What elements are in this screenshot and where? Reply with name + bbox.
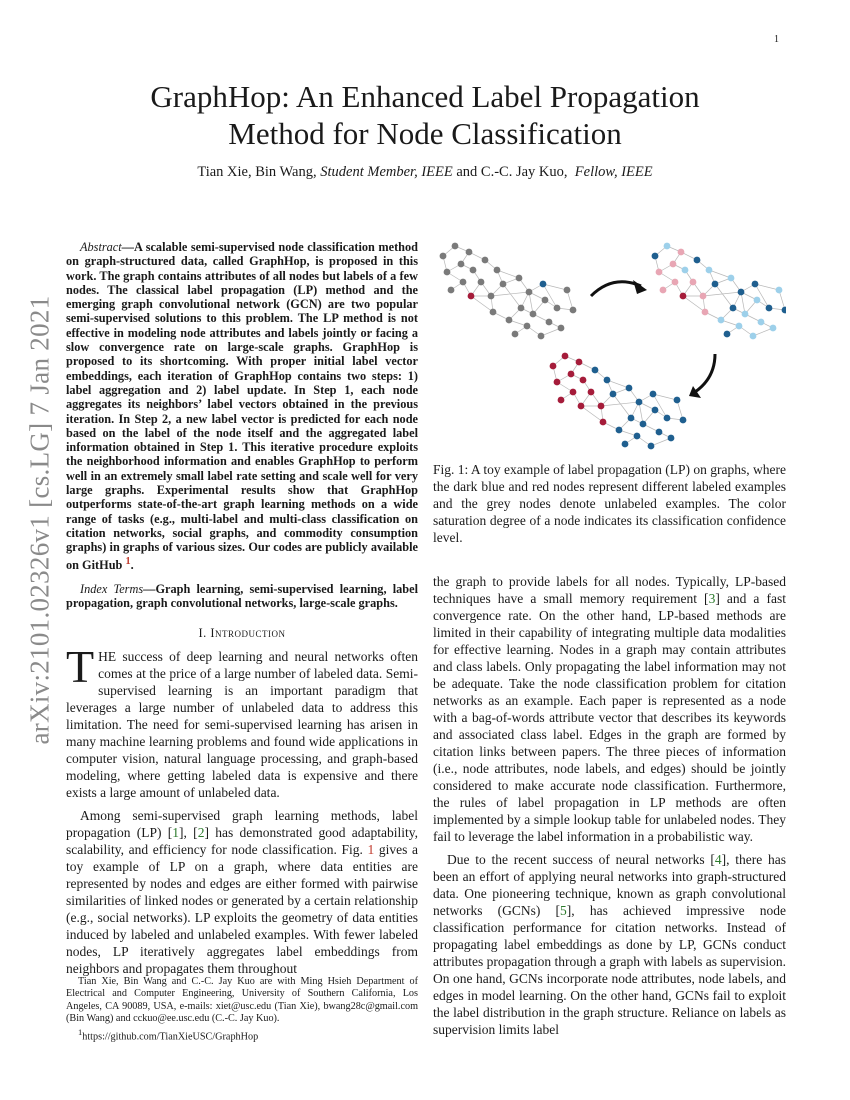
footnote-1-mark: 1: [78, 1026, 83, 1037]
graph-node: [664, 243, 671, 250]
graph-node: [652, 407, 659, 414]
graph-node: [678, 249, 685, 256]
p2-text-c: ] has demonstrated good adaptability, scalability, and efficiency for node classification. Fig.: [66, 824, 418, 857]
abstract: [66, 240, 418, 572]
graph-node: [656, 429, 663, 436]
graph-node: [754, 297, 761, 304]
right-paragraph-1: [433, 573, 786, 845]
p2-text-a: Among semi-supervised graph learning methods, label propagation (LP) [: [66, 807, 418, 840]
graph-stage-partial: [652, 243, 786, 340]
index-terms-label: Index Terms: [80, 581, 144, 596]
graph-node: [466, 249, 473, 256]
graph-edge: [755, 284, 779, 290]
graph-node: [616, 427, 623, 434]
graph-node: [736, 323, 743, 330]
page-number: 1: [774, 34, 779, 45]
rp1-text-b: ] and a fast convergence rate. On the other hand, LP-based methods are limited in their capability of integrating multiple data modalities for effective learning. Nodes in a graph may contain attributes and class labels. Only propagating the label information may not be adequate. Take the node classification problem for citation networks as an example. Each paper is represented as a node with a bag-of-words attribute vector that describes its keywords and associated class label. Edges in the graph are formed by citation links between papers. The three pieces of information (i.e., node attributes, node labels, and edges) should be jointly considered to make accurate node classification. Furthermore, the rules of label propagation in LP methods are often implemented by a simple lookup table for unlabeled nodes. They fail to leverage the label information in a probabilistic way.: [433, 591, 786, 844]
graph-node: [636, 399, 643, 406]
graph-node: [758, 319, 765, 326]
arxiv-identifier: arXiv:2101.02326v1 [cs.LG] 7 Jan 2021: [24, 295, 55, 745]
graph-edge: [503, 284, 521, 308]
graph-node: [628, 415, 635, 422]
graph-node: [478, 279, 485, 286]
graph-node: [468, 293, 475, 300]
rp2-text-b: ], there has been an effort of applying neural networks into graph-structured data. One pioneering technique, known as graph convolutional networks (GCNs) [: [433, 852, 786, 918]
right-column: [433, 573, 786, 1038]
graph-edge: [715, 284, 733, 308]
graph-node: [448, 287, 455, 294]
index-terms: [66, 582, 418, 611]
rp2-text-c: ], has achieved impressive node classification performance for citation networks. Instead of propagating label embeddings as done by LP, GCNs conduct attributes propagation through a graph with labels as supervision. On one hand, GCNs incorporate node attributes, node labels, and edges in model learning. On the other hand, GCNs fail to exploit the label distribution in the graph structure. Reliance on labels as supervision limits label: [433, 903, 786, 1037]
author-line: [100, 164, 750, 181]
graph-node: [440, 253, 447, 260]
graph-node: [770, 325, 777, 332]
graph-node: [694, 257, 701, 264]
citation-4[interactable]: 4: [714, 852, 722, 867]
graph-node: [634, 433, 641, 440]
graph-node: [452, 243, 459, 250]
graph-edge: [703, 292, 741, 296]
graph-node: [656, 269, 663, 276]
graph-stage-unlabeled: [440, 243, 577, 340]
title-line-2: Method for Node Classification: [228, 116, 622, 151]
graph-edge: [709, 270, 731, 278]
graph-node: [506, 317, 513, 324]
graph-node: [750, 333, 757, 340]
graph-node: [782, 307, 786, 314]
graph-node: [766, 305, 773, 312]
title-line-1: GraphHop: An Enhanced Label Propagation: [150, 79, 700, 114]
graph-node: [600, 419, 607, 426]
rp1-text-a: the graph to provide labels for all nodes. Typically, LP-based techniques have a small memory requirement [: [433, 574, 786, 606]
graph-edge: [653, 394, 677, 400]
graph-node: [546, 319, 553, 326]
p2-text-d: gives a toy example of LP on a graph, where data entities are represented by nodes and edges are either formed with pairwise similarities of linked nodes or generated by a certain relationship (e.g., social networks). LP exploits the geometry of data entities induced by labeled and unlabeled examples. With fewer labeled nodes, LP iteratively aggregates label embeddings from neighbors and propagates them throughout: [66, 841, 418, 976]
author-and: and C.-C. Jay Kuo,: [456, 164, 568, 180]
graph-node: [580, 377, 587, 384]
graph-node: [660, 287, 667, 294]
graph-node: [752, 281, 759, 288]
graph-node: [444, 269, 451, 276]
student-member: Student Member, IEEE: [320, 164, 453, 180]
label-propagation-figure: [433, 238, 786, 456]
graph-node: [682, 267, 689, 274]
footnote-mark[interactable]: 1: [125, 555, 131, 567]
graph-node: [652, 253, 659, 260]
drop-cap: T: [66, 640, 95, 692]
graph-node: [542, 297, 549, 304]
graph-node: [668, 435, 675, 442]
intro-paragraph-2: [66, 807, 418, 977]
graph-edge: [543, 284, 567, 290]
figure-caption: Fig. 1: A toy example of label propagation (LP) on graphs, where the dark blue and red nodes represent different labeled examples and the grey nodes denote unlabeled examples. The color saturation degree of a node indicates its classification confidence level.: [433, 462, 786, 545]
graph-node: [460, 279, 467, 286]
graph-node: [518, 305, 525, 312]
graph-node: [488, 293, 495, 300]
graph-node: [650, 391, 657, 398]
graph-edge: [613, 394, 631, 418]
arrow-right-head-icon: [633, 280, 647, 294]
graph-node: [742, 311, 749, 318]
graph-node: [494, 267, 501, 274]
graph-node: [702, 309, 709, 316]
graph-node: [640, 421, 647, 428]
graph-node: [562, 353, 569, 360]
abstract-label: Abstract: [80, 240, 122, 254]
graph-node: [524, 323, 531, 330]
github-url[interactable]: https://github.com/TianXieUSC/GraphHop: [82, 1031, 259, 1043]
citation-1[interactable]: 1: [172, 824, 180, 840]
arrow-right-icon: [591, 282, 641, 296]
left-column: [66, 240, 418, 977]
graph-node: [500, 281, 507, 288]
graph-node: [554, 305, 561, 312]
fellow-member: Fellow, IEEE: [574, 164, 653, 180]
right-paragraph-2: [433, 851, 786, 1038]
intro-p1-text: HE success of deep learning and neural networks often comes at the price of a large number of labeled data. Semi-supervised learning is an important paradigm that leverages a large number of unlabeled data to address this limitation. The need for semi-supervised learning has arisen in many machine learning problems and found wide applications in computer vision, natural language processing, and graph-based modeling, where getting labeled data is expensive and there exists a large amount of unlabeled data.: [66, 648, 418, 800]
graph-node: [588, 389, 595, 396]
citation-2[interactable]: 2: [197, 824, 205, 840]
graph-node: [690, 279, 697, 286]
graph-edge: [601, 402, 639, 406]
graph-edge: [491, 292, 529, 296]
graph-node: [680, 417, 687, 424]
graph-node: [538, 333, 545, 340]
graph-node: [670, 261, 677, 268]
footnotes: [66, 976, 418, 1043]
graph-node: [526, 289, 533, 296]
graph-node: [512, 331, 519, 338]
arrow-down-icon: [695, 354, 715, 392]
graph-node: [482, 257, 489, 264]
graph-node: [540, 281, 547, 288]
graph-node: [718, 317, 725, 324]
intro-paragraph-1: [66, 640, 418, 801]
graph-node: [730, 305, 737, 312]
index-terms-text: —Graph learning, semi-supervised learning, label propagation, graph convolutional networks, large-scale graphs.: [66, 581, 418, 611]
graph-node: [490, 309, 497, 316]
graph-node: [554, 379, 561, 386]
graph-node: [604, 377, 611, 384]
graph-node: [648, 443, 655, 450]
graph-node: [516, 275, 523, 282]
graph-node: [558, 325, 565, 332]
footnote-1: [66, 1026, 418, 1044]
citation-3[interactable]: 3: [708, 591, 716, 606]
graph-edge: [755, 284, 769, 308]
graph-edge: [543, 284, 557, 308]
graph-node: [680, 293, 687, 300]
graph-node: [470, 267, 477, 274]
citation-5[interactable]: 5: [560, 903, 567, 918]
graph-node: [776, 287, 783, 294]
affiliation-footnote: Tian Xie, Bin Wang and C.-C. Jay Kuo are with Ming Hsieh Department of Electrical and Computer Engineering, University of Southern California, Los Angeles, CA 90089, USA, e-mails: xiet@usc.edu (Tian Xie), bwang28c@gmail.com (Bin Wang) and cckuo@ee.usc.edu (C.-C. Jay Kuo).: [66, 976, 418, 1025]
p2-text-b: ], [: [179, 824, 198, 840]
rp2-text-a: Due to the recent success of neural networks [: [447, 852, 715, 867]
section-title: Introduction: [210, 625, 286, 640]
graph-node: [664, 415, 671, 422]
graph-node: [568, 371, 575, 378]
graph-node: [610, 391, 617, 398]
graph-node: [550, 363, 557, 370]
section-number: I.: [198, 625, 207, 640]
graph-node: [712, 281, 719, 288]
graph-node: [558, 397, 565, 404]
graph-node: [592, 367, 599, 374]
graph-node: [728, 275, 735, 282]
graph-node: [598, 403, 605, 410]
paper-title: [100, 78, 750, 152]
abstract-end: .: [130, 557, 134, 572]
graph-edge: [497, 270, 519, 278]
section-heading: [66, 625, 418, 642]
graph-edge: [607, 380, 629, 388]
graph-node: [578, 403, 585, 410]
graph-node: [530, 311, 537, 318]
graph-node: [700, 293, 707, 300]
graph-node: [570, 389, 577, 396]
graph-node: [674, 397, 681, 404]
abstract-text: —A scalable semi-supervised node classification method on graph-structured data, called GraphHop, is proposed in this work. The graph contains attributes of all nodes but labels of a few nodes. The classical label propagation (LP) method and the emerging graph convolutional network (GCN) are two popular semi-supervised solutions to this problem. The LP method is not effective in modeling node attributes and labels jointly or facing a slow convergence rate on large-scale graphs. GraphHop is proposed to its shortcoming. With proper initial label vector embeddings, each iteration of GraphHop contains two steps: 1) label aggregation and 2) label update. In Step 1, each node aggregates its neighbors’ label vectors obtained in the previous iteration. In Step 2, a new label vector is predicted for each node based on the label of the node itself and the aggregated label information obtained in Step 1. This iterative procedure exploits the neighborhood information and enables GraphHop to perform well in an extremely small label rate setting and scale well for very large graphs. Experimental results show that GraphHop outperforms state-of-the-art graph learning methods on a wide range of tasks (e.g., multi-label and multi-class classification on citation networks, social graphs, and commodity consumption graphs) in graphs of various sizes. Our codes are publicly available on GitHub: [66, 240, 418, 572]
graph-node: [672, 279, 679, 286]
graph-node: [564, 287, 571, 294]
author-names: Tian Xie, Bin Wang,: [197, 164, 317, 180]
arxiv-sidebar: [20, 270, 60, 770]
graph-node: [570, 307, 577, 314]
graph-node: [738, 289, 745, 296]
figure-ref-1[interactable]: 1: [367, 841, 375, 857]
graph-stage-final: [550, 353, 687, 450]
graph-node: [458, 261, 465, 268]
graph-node: [622, 441, 629, 448]
graph-edge: [653, 394, 667, 418]
graph-node: [724, 331, 731, 338]
graph-node: [576, 359, 583, 366]
graph-node: [626, 385, 633, 392]
graph-node: [706, 267, 713, 274]
